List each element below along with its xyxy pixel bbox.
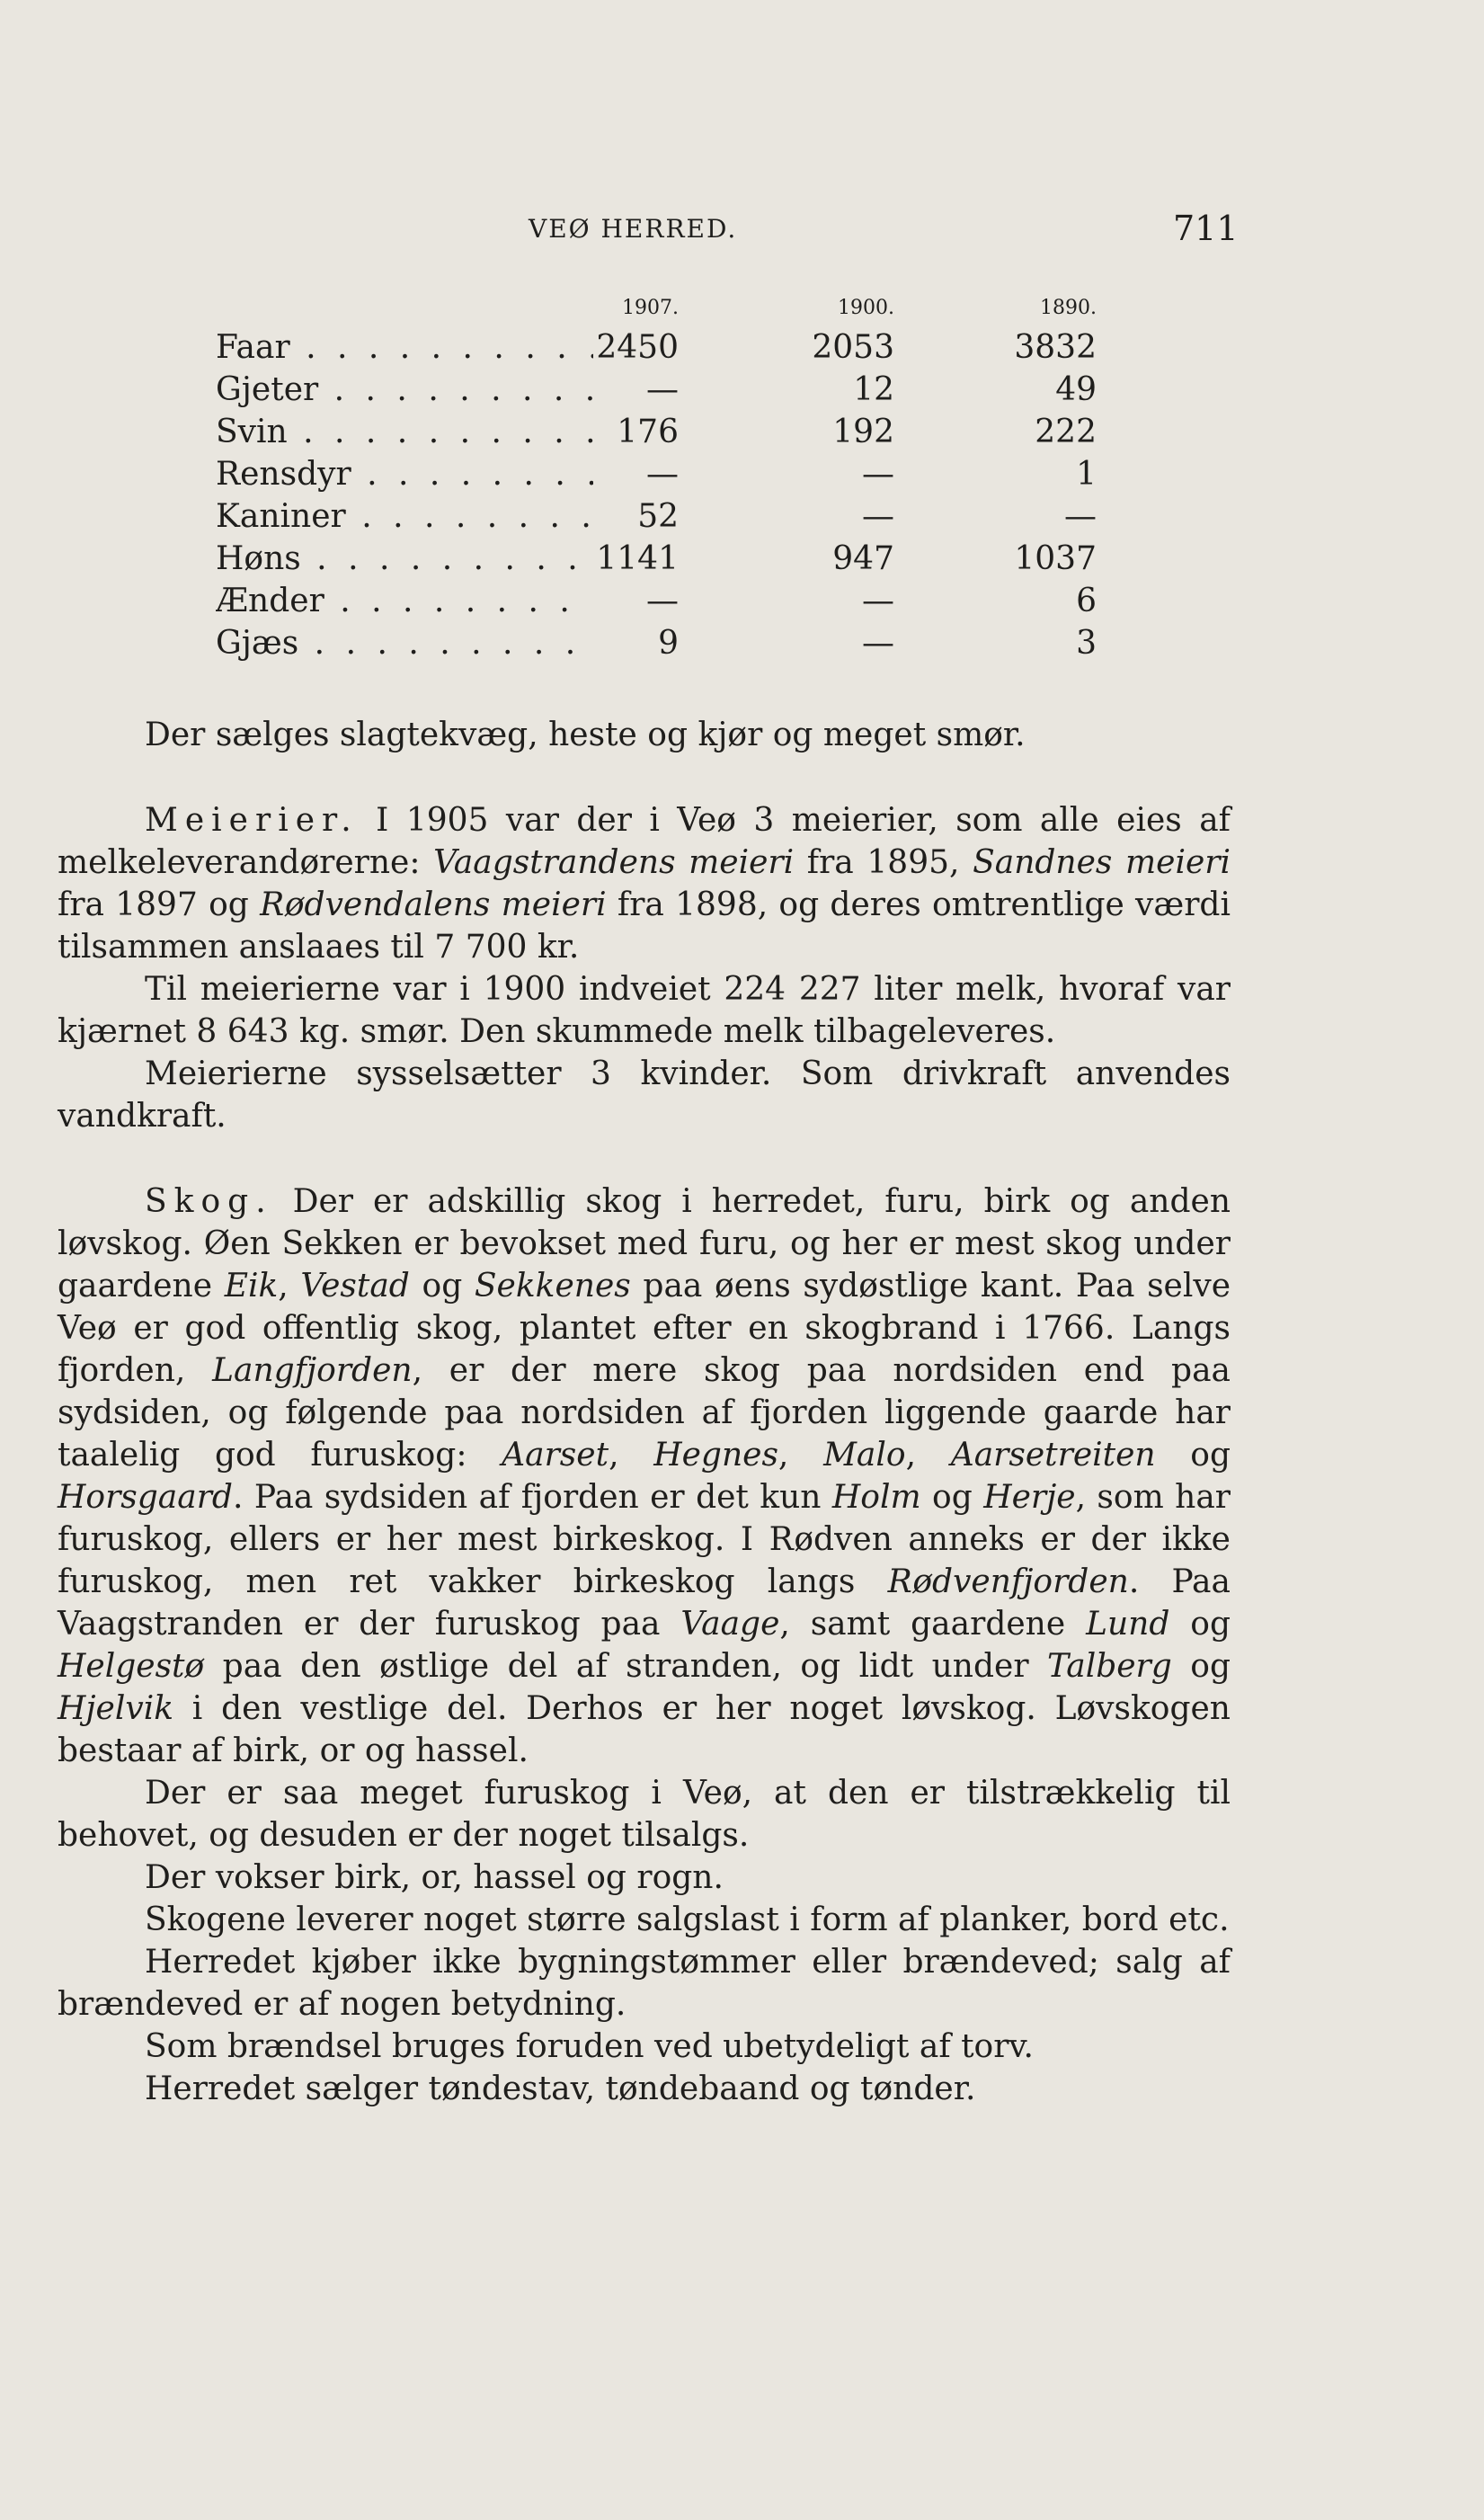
text-run: Der er adskillig skog i herredet, furu, birk og anden løvskog. Øen Sekken er bevokset med furu, og her er mest skog under gaardene (58, 1183, 1231, 1305)
cell-1890: 1037 (1014, 540, 1097, 577)
cell-1890: 49 (1055, 371, 1097, 408)
italic-name: Helgestø (58, 1648, 205, 1685)
cell-1900: — (862, 625, 894, 662)
cell-1900: 947 (832, 540, 894, 577)
text-run: , (609, 1437, 654, 1474)
cell-1907: 1141 (596, 540, 679, 577)
row-label: Svin . . (216, 414, 593, 450)
text-run: og (1155, 1437, 1231, 1474)
cell-1907: 176 (617, 414, 679, 450)
italic-name: Talberg (1047, 1648, 1172, 1685)
italic-name: Vaagstrandens meieri (433, 844, 795, 881)
text-run: , (278, 1268, 301, 1305)
italic-name: Malo (823, 1437, 906, 1474)
table-row (216, 329, 1097, 371)
year-header-row (216, 297, 1097, 329)
text-run: og (409, 1268, 475, 1305)
cell-1890: 3832 (1014, 329, 1097, 366)
cell-1907: — (646, 583, 679, 619)
year-1900: 1900. (838, 297, 894, 319)
italic-name: Aarset (502, 1437, 609, 1474)
paragraph-skog-braendeved: Herredet kjøber ikke bygningstømmer eller brændeved; salg af brændeved er af nogen betydning. (58, 1944, 1231, 2023)
row-label: Kaniner . . (216, 498, 593, 535)
paragraph-skog-braendsel: Som brændsel bruges foruden ved ubetydeligt af torv. (145, 2028, 1034, 2065)
cell-1907: 52 (637, 498, 679, 535)
cell-1900: — (862, 583, 894, 619)
cell-1890: 1 (1076, 456, 1097, 493)
text-run: I 1905 var der i Veø 3 meierier, som alle eies af melkeleverandørerne: (58, 802, 1231, 881)
italic-name: Holm (831, 1479, 921, 1516)
cell-1900: — (862, 498, 894, 535)
cell-1907: — (646, 371, 679, 408)
paragraph-meierier (58, 799, 1231, 968)
text-run: paa den østlige del af stranden, og lidt under (204, 1648, 1048, 1685)
table-row (216, 498, 1097, 540)
italic-name: Lund (1086, 1606, 1170, 1643)
italic-name: Hegnes (653, 1437, 778, 1474)
row-label: Faar . . (216, 329, 593, 366)
paragraph-meierier-melk: Til meierierne var i 1900 indveiet 224 227 liter melk, hvoraf var kjærnet 8 643 kg. smør. Den skummede melk tilbageleveres. (58, 971, 1231, 1050)
row-label: Ænder . . (216, 583, 593, 619)
text-run: , er der mere skog paa nordsiden end paa sydsiden, og følgende paa nordsiden af fjorden liggende gaarde har taalelig god furuskog: (58, 1352, 1231, 1474)
italic-name: Aarsetreiten (950, 1437, 1156, 1474)
italic-name: Langfjorden (212, 1352, 413, 1389)
italic-name: Vaage (680, 1606, 780, 1643)
text-run: , som har furuskog, ellers er her mest birkeskog. I Rødven anneks er der ikke furuskog, men ret vakker birkeskog langs (58, 1479, 1231, 1600)
text-run: fra 1898, og deres omtrentlige værdi tilsammen anslaaes til 7 700 kr. (58, 886, 1231, 966)
text-run: i den vestlige del. Derhos er her noget løvskog. Løvskogen bestaar af birk, or og hassel. (58, 1690, 1231, 1769)
italic-name: Rødvendalens meieri (260, 886, 607, 923)
year-1890: 1890. (1040, 297, 1097, 319)
livestock-table (216, 297, 1097, 667)
cell-1900: — (862, 456, 894, 493)
cell-1890: 222 (1035, 414, 1097, 450)
row-label: Høns . . (216, 540, 593, 577)
table-row (216, 414, 1097, 456)
cell-1890: 3 (1076, 625, 1097, 662)
row-label: Gjeter . . (216, 371, 593, 408)
table-row (216, 583, 1097, 625)
italic-name: Hjelvik (58, 1690, 174, 1727)
text-run: , (778, 1437, 824, 1474)
text-run: paa øens sydøstlige kant. Paa selve Veø er god offentlig skog, plantet efter en skogbrand i 1766. Langs fjorden, (58, 1268, 1231, 1389)
page-number: 711 (1173, 209, 1239, 248)
cell-1900: 12 (853, 371, 894, 408)
cell-1907: 2450 (596, 329, 679, 366)
page-header (0, 209, 1484, 263)
paragraph-skog-tilstraekkelig: Der er saa meget furuskog i Veø, at den er tilstrækkelig til behovet, og desuden er der noget tilsalgs. (58, 1775, 1231, 1854)
text-run: og (1169, 1606, 1231, 1643)
table-row (216, 371, 1097, 414)
section-heading-skog: Skog. (145, 1183, 273, 1220)
italic-name: Herje (983, 1479, 1076, 1516)
italic-name: Horsgaard (58, 1479, 233, 1516)
row-label: Gjæs . . (216, 625, 593, 662)
table-row (216, 540, 1097, 583)
paragraph-skog-salgslast: Skogene leverer noget større salgslast i form af planker, bord etc. (145, 1901, 1230, 1938)
table-row (216, 625, 1097, 667)
text-run: . Paa sydsiden af fjorden er det kun (232, 1479, 832, 1516)
text-run: , samt gaardene (779, 1606, 1087, 1643)
italic-name: Vestad (300, 1268, 410, 1305)
cell-1900: 2053 (812, 329, 894, 366)
running-title: VEØ HERRED. (529, 214, 738, 244)
italic-name: Sekkenes (474, 1268, 631, 1305)
body-text (58, 714, 1231, 2110)
text-run: , (905, 1437, 951, 1474)
text-run: . Paa Vaagstranden er der furuskog paa (58, 1563, 1231, 1643)
cell-1890: 6 (1076, 583, 1097, 619)
italic-name: Sandnes meieri (973, 844, 1231, 881)
row-label: Rensdyr . . (216, 456, 593, 493)
paragraph-skog-arter: Der vokser birk, or, hassel og rogn. (145, 1859, 724, 1896)
cell-1900: 192 (832, 414, 894, 450)
cell-1907: 9 (658, 625, 679, 662)
year-1907: 1907. (622, 297, 679, 319)
paragraph-skog-tondestav: Herredet sælger tøndestav, tøndebaand og tønder. (145, 2070, 976, 2107)
text-run: fra 1895, (794, 844, 973, 881)
cell-1907: — (646, 456, 679, 493)
text-run: fra 1897 og (58, 886, 261, 923)
text-run: og (920, 1479, 984, 1516)
italic-name: Rødvenfjorden (887, 1563, 1129, 1600)
section-heading-meierier: Meierier. (145, 802, 359, 839)
italic-name: Eik (224, 1268, 279, 1305)
paragraph-slagtekvaeg: Der sælges slagtekvæg, heste og kjør og meget smør. (145, 717, 1026, 753)
paragraph-skog (58, 1180, 1231, 1772)
cell-1890: — (1064, 498, 1097, 535)
text-run: og (1171, 1648, 1231, 1685)
paragraph-meierier-kvinder: Meierierne sysselsætter 3 kvinder. Som drivkraft anvendes vandkraft. (58, 1055, 1231, 1135)
table-row (216, 456, 1097, 498)
